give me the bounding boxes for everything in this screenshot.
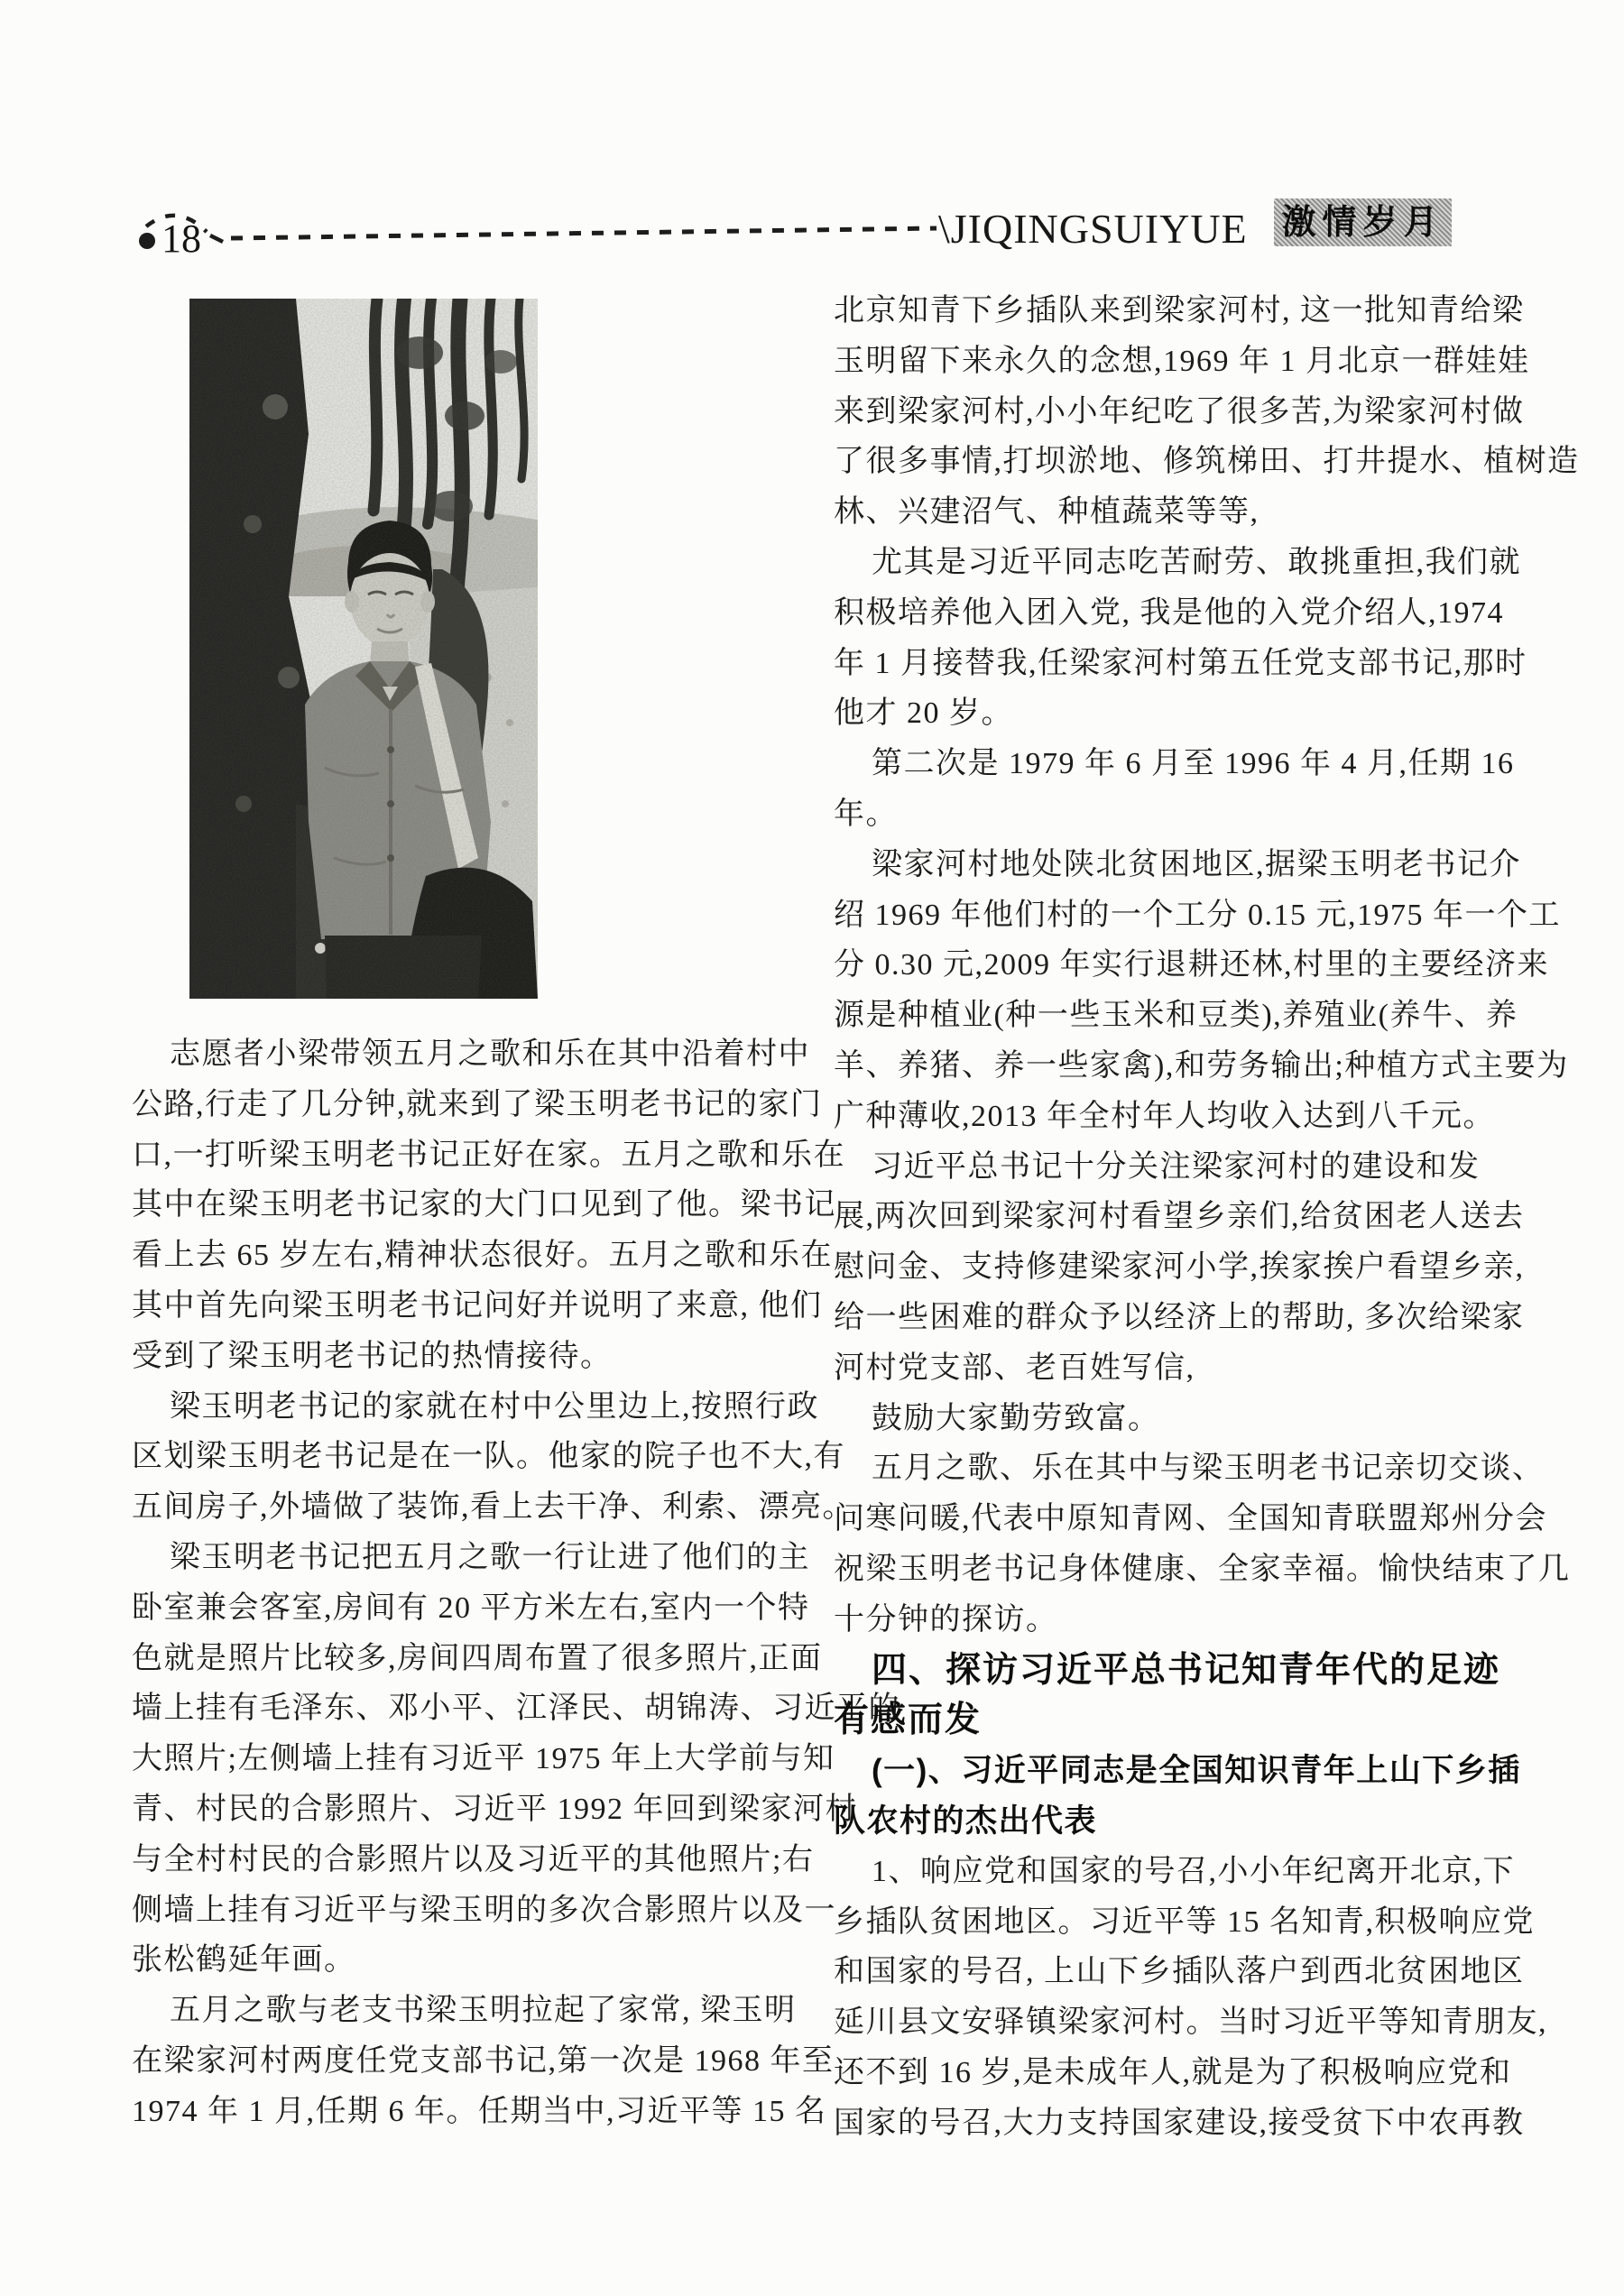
- text-line: 墙上挂有毛泽东、邓小平、江泽民、胡锦涛、习近平的: [132, 1692, 900, 1726]
- text-line: 有感而发: [834, 1701, 983, 1740]
- text-line: 羊、养猪、养一些家禽),和劳务输出;种植方式主要为: [834, 1048, 1569, 1083]
- text-line: 口,一打听梁玉明老书记正好在家。五月之歌和乐在: [132, 1138, 845, 1172]
- text-line: 尤其是习近平同志吃苦耐劳、敢挑重担,我们就: [872, 545, 1521, 579]
- header-dashed-rule: [0, 0, 1624, 298]
- text-line: 五月之歌与老支书梁玉明拉起了家常, 梁玉明: [170, 1994, 797, 2028]
- text-line: 其中首先向梁玉明老书记问好并说明了来意, 他们: [132, 1288, 823, 1323]
- text-line: 梁玉明老书记把五月之歌一行让进了他们的主: [170, 1540, 810, 1574]
- text-line: 分 0.30 元,2009 年实行退耕还林,村里的主要经济来: [834, 948, 1549, 982]
- text-line: 源是种植业(种一些玉米和豆类),养殖业(养牛、养: [834, 999, 1518, 1033]
- text-line: 林、兴建沼气、种植蔬菜等等,: [834, 495, 1260, 530]
- text-line: 玉明留下来永久的念想,1969 年 1 月北京一群娃娃: [834, 344, 1530, 378]
- text-line: 绍 1969 年他们村的一个工分 0.15 元,1975 年一个工: [834, 898, 1561, 932]
- text-line: 北京知青下乡插队来到梁家河村, 这一批知青给梁: [834, 294, 1525, 327]
- text-line: 祝梁玉明老书记身体健康、全家幸福。愉快结束了几: [834, 1552, 1571, 1586]
- text-line: 队农村的杰出代表: [834, 1803, 1098, 1839]
- text-line: 卧室兼会客室,房间有 20 平方米左右,室内一个特: [132, 1591, 810, 1625]
- text-line: 色就是照片比较多,房间四周布置了很多照片,正面: [132, 1641, 823, 1675]
- text-line: 国家的号召,大力支持国家建设,接受贫下中农再教: [834, 2106, 1525, 2140]
- text-line: 来到梁家河村,小小年纪吃了很多苦,为梁家河村做: [834, 394, 1525, 429]
- text-line: 年 1 月接替我,任梁家河村第五任党支部书记,那时: [834, 646, 1527, 680]
- text-line: 广种薄收,2013 年全村年人均收入达到八千元。: [834, 1099, 1495, 1133]
- text-line: 展,两次回到梁家河村看望乡亲们,给贫困老人送去: [834, 1200, 1525, 1234]
- text-line: 十分钟的探访。: [834, 1602, 1058, 1637]
- text-line: 第二次是 1979 年 6 月至 1996 年 4 月,任期 16: [872, 747, 1515, 781]
- text-line: 和国家的号召, 上山下乡插队落户到西北贫困地区: [834, 1955, 1525, 1989]
- text-line: 习近平总书记十分关注梁家河村的建设和发: [872, 1149, 1481, 1184]
- text-line: 志愿者小梁带领五月之歌和乐在其中沿着村中: [170, 1037, 810, 1071]
- dashed-tick: [210, 235, 223, 242]
- text-line: 问寒问暖,代表中原知青网、全国知青联盟郑州分会: [834, 1502, 1547, 1536]
- text-line: 青、村民的合影照片、习近平 1992 年回到梁家河村: [132, 1792, 857, 1826]
- magazine-badge: [1274, 198, 1452, 246]
- text-line: 他才 20 岁。: [834, 696, 1013, 731]
- text-line: 张松鹤延年画。: [132, 1943, 356, 1978]
- text-line: 在梁家河村两度任党支部书记,第一次是 1968 年至: [132, 2043, 835, 2078]
- text-line: 了很多事情,打坝淤地、修筑梯田、打井提水、植树造: [834, 445, 1580, 479]
- text-line: 1974 年 1 月,任期 6 年。任期当中,习近平等 15 名: [132, 2094, 827, 2128]
- text-line: 五月之歌、乐在其中与梁玉明老书记亲切交谈、: [872, 1452, 1545, 1486]
- text-line: 看上去 65 岁左右,精神状态很好。五月之歌和乐在: [132, 1239, 833, 1273]
- magazine-badge-label: 激情岁月: [1281, 203, 1444, 242]
- photo: [189, 299, 538, 999]
- text-line: 积极培养他入团入党, 我是他的入党介绍人,1974: [834, 595, 1504, 630]
- left-column: [132, 1029, 900, 2137]
- text-line: 年。: [834, 797, 898, 831]
- text-line: 五间房子,外墙做了装饰,看上去干净、利索、漂亮。: [132, 1490, 854, 1525]
- text-line: 公路,行走了几分钟,就来到了梁玉明老书记的家门: [132, 1087, 823, 1121]
- text-line: 延川县文安驿镇梁家河村。当时习近平等知青朋友,: [834, 2006, 1547, 2040]
- text-line: 河村党支部、老百姓写信,: [834, 1351, 1195, 1385]
- text-line: 梁玉明老书记的家就在村中公里边上,按照行政: [170, 1389, 819, 1424]
- text-line: 其中在梁玉明老书记家的大门口见到了他。梁书记: [132, 1188, 836, 1222]
- text-line: 四、探访习近平总书记知青年代的足迹: [872, 1650, 1501, 1690]
- text-line: 给一些困难的群众予以经济上的帮助, 多次给梁家: [834, 1300, 1525, 1334]
- magazine-name-latin: \JIQINGSUIYUE: [938, 206, 1248, 252]
- text-line: 侧墙上挂有习近平与梁玉明的多次合影照片以及一: [132, 1893, 836, 1927]
- text-line: 大照片;左侧墙上挂有习近平 1975 年上大学前与知: [132, 1742, 835, 1776]
- text-line: 1、响应党和国家的号召,小小年纪离开北京,下: [872, 1854, 1515, 1888]
- text-line: 还不到 16 岁,是未成年人,就是为了积极响应党和: [834, 2055, 1512, 2089]
- text-line: 区划梁玉明老书记是在一队。他家的院子也不大,有: [132, 1440, 845, 1474]
- dashed-line: [231, 228, 937, 238]
- text-line: 受到了梁玉明老书记的热情接待。: [132, 1339, 613, 1373]
- text-line: 乡插队贫困地区。习近平等 15 名知青,积极响应党: [834, 1904, 1535, 1939]
- page-number: 18: [161, 217, 201, 261]
- text-line: 鼓励大家勤劳致富。: [872, 1401, 1160, 1435]
- text-line: 与全村村民的合影照片以及习近平的其他照片;右: [132, 1842, 815, 1876]
- right-column: [834, 286, 1580, 2148]
- bullet-icon: [139, 233, 155, 249]
- text-line: (一)、习近平同志是全国知识青年上山下乡插: [872, 1753, 1521, 1789]
- text-line: 慰问金、支持修建梁家河小学,挨家挨户看望乡亲,: [834, 1250, 1525, 1285]
- text-line: 梁家河村地处陕北贫困地区,据梁玉明老书记介: [872, 847, 1521, 881]
